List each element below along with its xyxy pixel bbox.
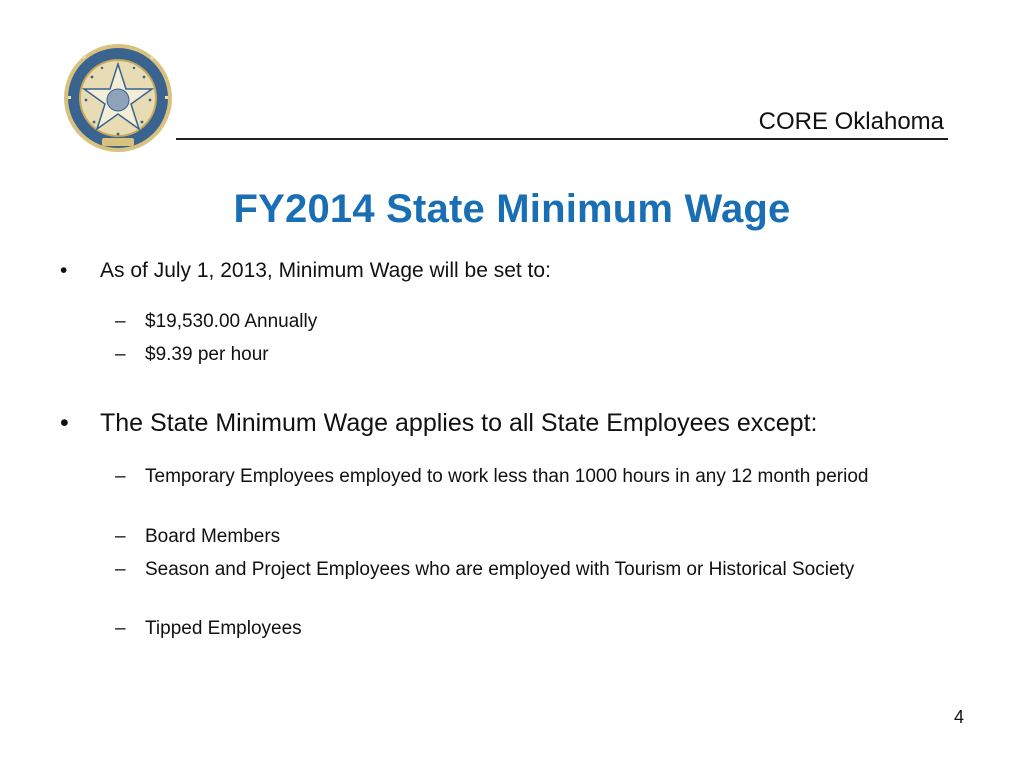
slide-title: FY2014 State Minimum Wage	[233, 187, 791, 231]
sub-item-text: Season and Project Employees who are employed with Tourism or Historical Society	[145, 559, 855, 580]
sub-item-text: $9.39 per hour	[145, 344, 269, 365]
bullet-text: As of July 1, 2013, Minimum Wage will be set to:	[100, 259, 551, 282]
sub-item	[115, 523, 945, 550]
bullet-text: The State Minimum Wage applies to all State Employees except:	[100, 409, 818, 437]
sub-item-marker: –	[115, 559, 126, 580]
sub-item-text: Board Members	[145, 526, 281, 547]
page-number: 4	[953, 707, 964, 727]
sub-item-marker: –	[115, 618, 126, 639]
sub-item-marker: –	[115, 466, 126, 487]
state-seal-icon	[62, 42, 174, 154]
sub-item	[115, 556, 945, 583]
header-divider	[176, 138, 948, 140]
sub-item-marker: –	[115, 344, 126, 365]
sub-item-marker: –	[115, 526, 126, 547]
bullet-marker: •	[60, 409, 69, 437]
sub-item	[115, 341, 945, 368]
sub-item-text: $19,530.00 Annually	[145, 311, 318, 332]
sub-item	[115, 463, 945, 490]
sub-item-text: Tipped Employees	[145, 618, 302, 639]
sub-item	[115, 308, 945, 335]
header-org-name: CORE Oklahoma	[758, 108, 944, 135]
sub-item-text: Temporary Employees employed to work less than 1000 hours in any 12 month period	[145, 466, 869, 487]
sub-item	[115, 615, 945, 642]
sub-item-marker: –	[115, 311, 126, 332]
bullet-marker: •	[60, 259, 68, 282]
